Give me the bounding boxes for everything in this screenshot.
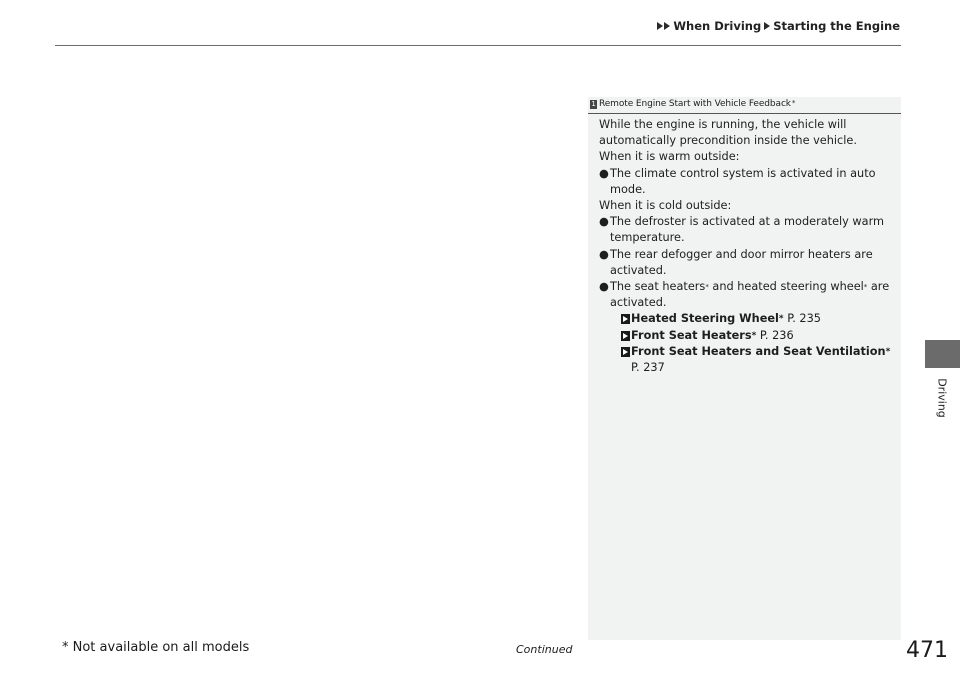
warm-bullet-text: The climate control system is activated in auto mode. (610, 166, 876, 196)
reference-title: Heated Steering Wheel (631, 312, 779, 326)
availability-asterisk: * (791, 99, 796, 107)
availability-asterisk: * (778, 314, 784, 325)
seat-bullet-text (610, 280, 889, 309)
list-item (599, 247, 899, 279)
reference-arrow-icon (621, 314, 630, 324)
reference-arrow-icon (621, 347, 630, 357)
availability-footnote: * Not available on all models (62, 640, 250, 655)
note-title (590, 99, 795, 109)
cold-heading: When it is cold outside: (599, 199, 732, 213)
note-title-row (588, 97, 901, 114)
breadcrumb-arrow-icon (664, 22, 670, 30)
list-item (599, 214, 899, 246)
reference-title: Front Seat Heaters (631, 328, 752, 342)
bullet-icon: ● (599, 280, 609, 294)
bullet-icon: ● (599, 215, 609, 229)
cold-bullet-text: The defroster is activated at a moderately warm temperature. (610, 215, 885, 245)
note-number-badge: 1 (591, 100, 596, 108)
reference-link-seat-heaters-ventilation[interactable] (599, 344, 899, 376)
reference-page: P. 235 (783, 312, 821, 326)
availability-asterisk: * (751, 330, 757, 341)
availability-asterisk: * (705, 283, 709, 292)
reference-page: P. 236 (756, 328, 794, 342)
breadcrumb-section[interactable]: When Driving (673, 19, 762, 33)
availability-asterisk: * (863, 283, 868, 292)
reference-title: Front Seat Heaters and Seat Ventilation (631, 344, 886, 358)
warm-heading: When it is warm outside: (599, 150, 740, 164)
bullet-icon: ● (599, 166, 609, 180)
reference-arrow-icon (621, 331, 630, 341)
remote-start-note-box (588, 97, 901, 640)
continued-label: Continued (516, 643, 573, 656)
header-divider (55, 45, 901, 46)
availability-asterisk: * (885, 346, 891, 357)
note-title-text: Remote Engine Start with Vehicle Feedback (599, 99, 791, 109)
breadcrumb-arrow-icon (657, 22, 663, 30)
reference-link-heated-steering-wheel[interactable] (599, 311, 899, 327)
section-tab[interactable] (925, 340, 960, 368)
list-item (599, 279, 899, 311)
page-number: 471 (906, 638, 948, 663)
breadcrumb-separator-icon (764, 22, 770, 30)
reference-link-front-seat-heaters[interactable] (599, 328, 899, 344)
breadcrumb-topic[interactable]: Starting the Engine (773, 19, 900, 33)
bullet-icon: ● (599, 247, 609, 261)
section-label (926, 368, 958, 428)
reference-page: P. 237 (631, 361, 665, 375)
note-intro: While the engine is running, the vehicle will automatically precondition inside the vehicle. (599, 118, 857, 148)
breadcrumb (657, 19, 900, 33)
seat-text-part: and heated steering wheel (708, 280, 864, 294)
seat-text-part: are activated. (610, 280, 890, 310)
cold-bullet-text: The rear defogger and door mirror heaters are activated. (610, 247, 873, 277)
seat-text-part: The seat heaters (610, 280, 706, 294)
section-label-text: Driving (935, 378, 949, 418)
note-body (599, 117, 899, 376)
list-item (599, 166, 899, 198)
page-header (0, 0, 960, 46)
